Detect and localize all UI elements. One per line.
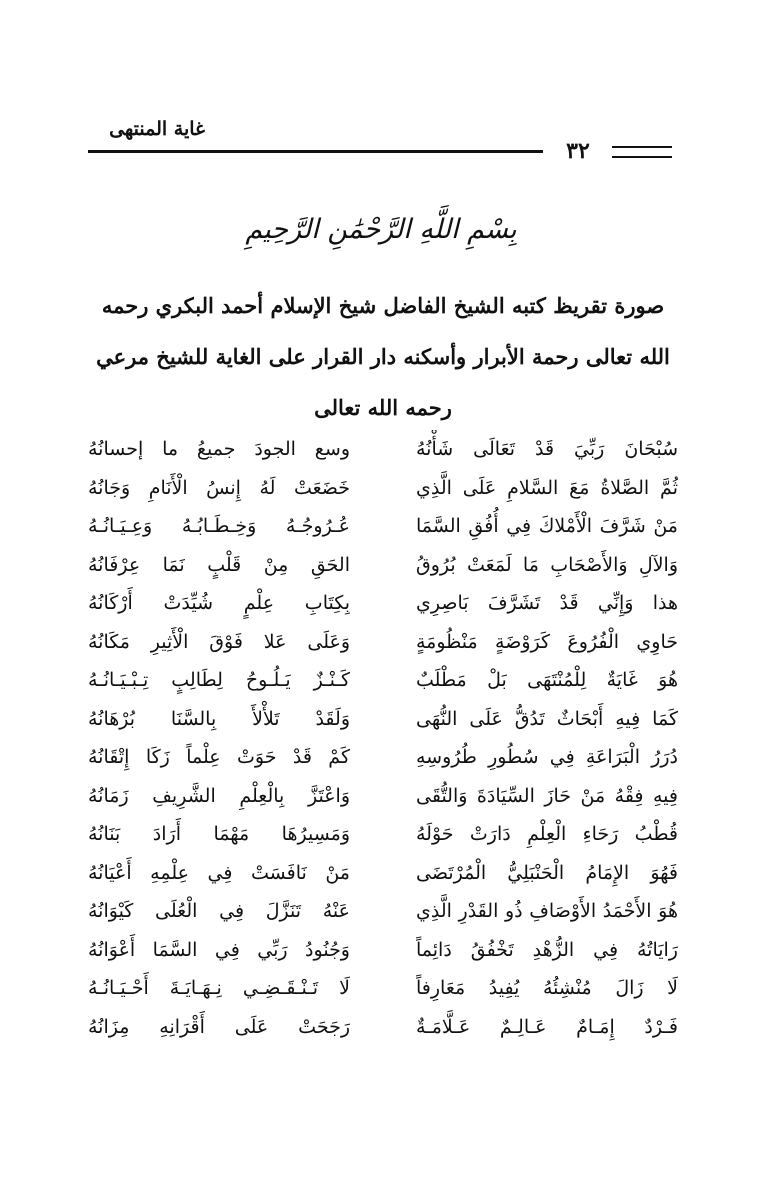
poem-verse [88, 815, 678, 854]
verse-first-hemistich: حَاوِي الْفُرُوعَ كَرَوْضَةٍ مَنْظُومَةٍ [416, 630, 678, 653]
verse-second-hemistich: وَمَسِيرُهَا مَهْمَا أَرَادَ بَنَانُهُ [88, 823, 350, 846]
verse-second-hemistich: بِكِتَابِ عِلْمٍ شُيِّدَتْ أَرْكَانُهُ [88, 592, 350, 615]
page-number-ornament [612, 146, 672, 158]
poem-verse [88, 700, 678, 739]
poem-verse [88, 623, 678, 662]
verse-first-hemistich: ثُمَّ الصَّلاةُ مَعَ السَّلامِ عَلَى الَّذِي [416, 476, 678, 499]
verse-first-hemistich: هُوَ غَايَةٌ لِلْمُنْتَهَى بَلْ مَطْلَبٌ [416, 669, 678, 692]
verse-first-hemistich: لَا زَالَ مُنْشِئُهُ يُفِيدُ مَعَارِفاً [416, 977, 678, 1000]
running-title: غاية المنتهى [109, 118, 205, 140]
verse-second-hemistich: مَنْ نَافَسَتْ فِي عِلْمِهِ أَعْيَانُهُ [88, 861, 350, 884]
poem-verse [88, 969, 678, 1008]
poem-verse [88, 507, 678, 546]
verse-first-hemistich: دُرَرُ الْبَرَاعَةِ فِي سُطُورِ طُرُوسِهِ [416, 746, 678, 769]
verse-first-hemistich: كَمَا فِيهِ أَبْحَاثٌ تَدُقُّ عَلَى النُّهَى [416, 707, 678, 730]
verse-second-hemistich: رَجَحَتْ عَلَى أَقْرَانِهِ مِزَانُهُ [88, 1015, 350, 1038]
poem-verse [88, 584, 678, 623]
poem-verse [88, 661, 678, 700]
verse-second-hemistich: لَا تَـنْـقَـضِـي نِـهَـايَـةَ أَحْـيَـانُـهُ [88, 977, 350, 1000]
header-rule [88, 150, 543, 153]
basmala: بِسْمِ اللَّهِ الرَّحْمَٰنِ الرَّحِيمِ [245, 214, 517, 245]
verse-first-hemistich: هُوَ الأَحْمَدُ الأَوْصَافِ ذُو القَدْرِ الَّذِي [416, 900, 678, 923]
poem-verse [88, 546, 678, 585]
verse-first-hemistich: مَنْ شَرَّفَ الْأَمْلاكَ فِي أُفُقِ السَّمَا [416, 515, 678, 538]
verse-second-hemistich: وَجُنُودُ رَبِّي فِي السَّمَا أَعْوَانُهُ [88, 938, 350, 961]
verse-second-hemistich: عُـرُوجُـهُ وَخِـطَـابُـهُ وَعِـيَـانُـهُ [88, 515, 350, 538]
verse-second-hemistich: وَاعْتَزَّ بِالْعِلْمِ الشَّرِيفِ زَمَانُهُ [88, 784, 350, 807]
page-number: ٣٢ [566, 138, 590, 164]
poem [88, 430, 678, 1046]
poem-verse [88, 469, 678, 508]
verse-second-hemistich: وَلَقَدْ تَلأْلأَ بِالسَّنَا بُرْهَانُهُ [88, 707, 350, 730]
verse-second-hemistich: كَمْ قَدْ حَوَتْ عِلْماً زَكَا إِتْقَانُهُ [88, 746, 350, 769]
poem-verse [88, 854, 678, 893]
verse-first-hemistich: فَهُوَ الإِمَامُ الْحَنْبَلِيُّ الْمُرْتَضَى [416, 861, 678, 884]
verse-second-hemistich: خَضَعَتْ لَهُ إِنسُ الْأَنَامِ وَجَانُهُ [88, 476, 350, 499]
section-heading: صورة تقريظ كتبه الشيخ الفاضل شيخ الإسلام أحمد البكري رحمه الله تعالى رحمة الأبرار وأسكنه دار القرار على الغاية للشيخ مرعي رحمه الله تعالى [96, 293, 670, 420]
verse-first-hemistich: فِيهِ فِقْهُ مَنْ حَازَ السِّيَادَةَ وَالتُّقَى [416, 784, 678, 807]
verse-first-hemistich: هذا وَإِنِّي قَدْ تَشَرَّفَ بَاصِرِي [416, 592, 678, 615]
verse-second-hemistich: عَنْهُ تَنَزَّلَ فِي الْعُلَى كَيْوَانُهُ [88, 900, 350, 923]
verse-second-hemistich: كَـنْـزٌ يَـلُـوحُ لِطَالِبٍ تِـبْـيَـانُـهُ [88, 669, 350, 692]
verse-second-hemistich: وَعَلَى عَلا فَوْقَ الْأَثِيرِ مَكَانُهُ [88, 630, 350, 653]
verse-second-hemistich: الحَقِ مِنْ قَلْبٍ نَمَا عِرْفَانُهُ [88, 553, 350, 576]
poem-verse [88, 892, 678, 931]
poem-verse [88, 1008, 678, 1047]
verse-first-hemistich: رَايَاتُهُ فِي الزُّهْدِ تَخْفُقُ دَائِماً [416, 938, 678, 961]
poem-verse [88, 931, 678, 970]
poem-verse [88, 430, 678, 469]
verse-second-hemistich: وسع الجودَ جميعُ ما إحسانُهُ [88, 438, 350, 461]
verse-first-hemistich: قُطْبُ رَحَاءِ الْعِلْمِ دَارَتْ حَوْلَهُ [416, 823, 678, 846]
verse-first-hemistich: فَـرْدٌ إِمَـامٌ عَـالِـمٌ عَـلَّامَـةٌ [416, 1015, 678, 1038]
verse-first-hemistich: وَالآلِ وَالأَصْحَابِ مَا لَمَعَتْ بُرُوقُ [416, 553, 678, 576]
poem-verse [88, 777, 678, 816]
verse-first-hemistich: سُبْحَانَ رَبِّيَ قَدْ تَعَالَى شَأْنُهُ [416, 438, 678, 461]
poem-verse [88, 738, 678, 777]
